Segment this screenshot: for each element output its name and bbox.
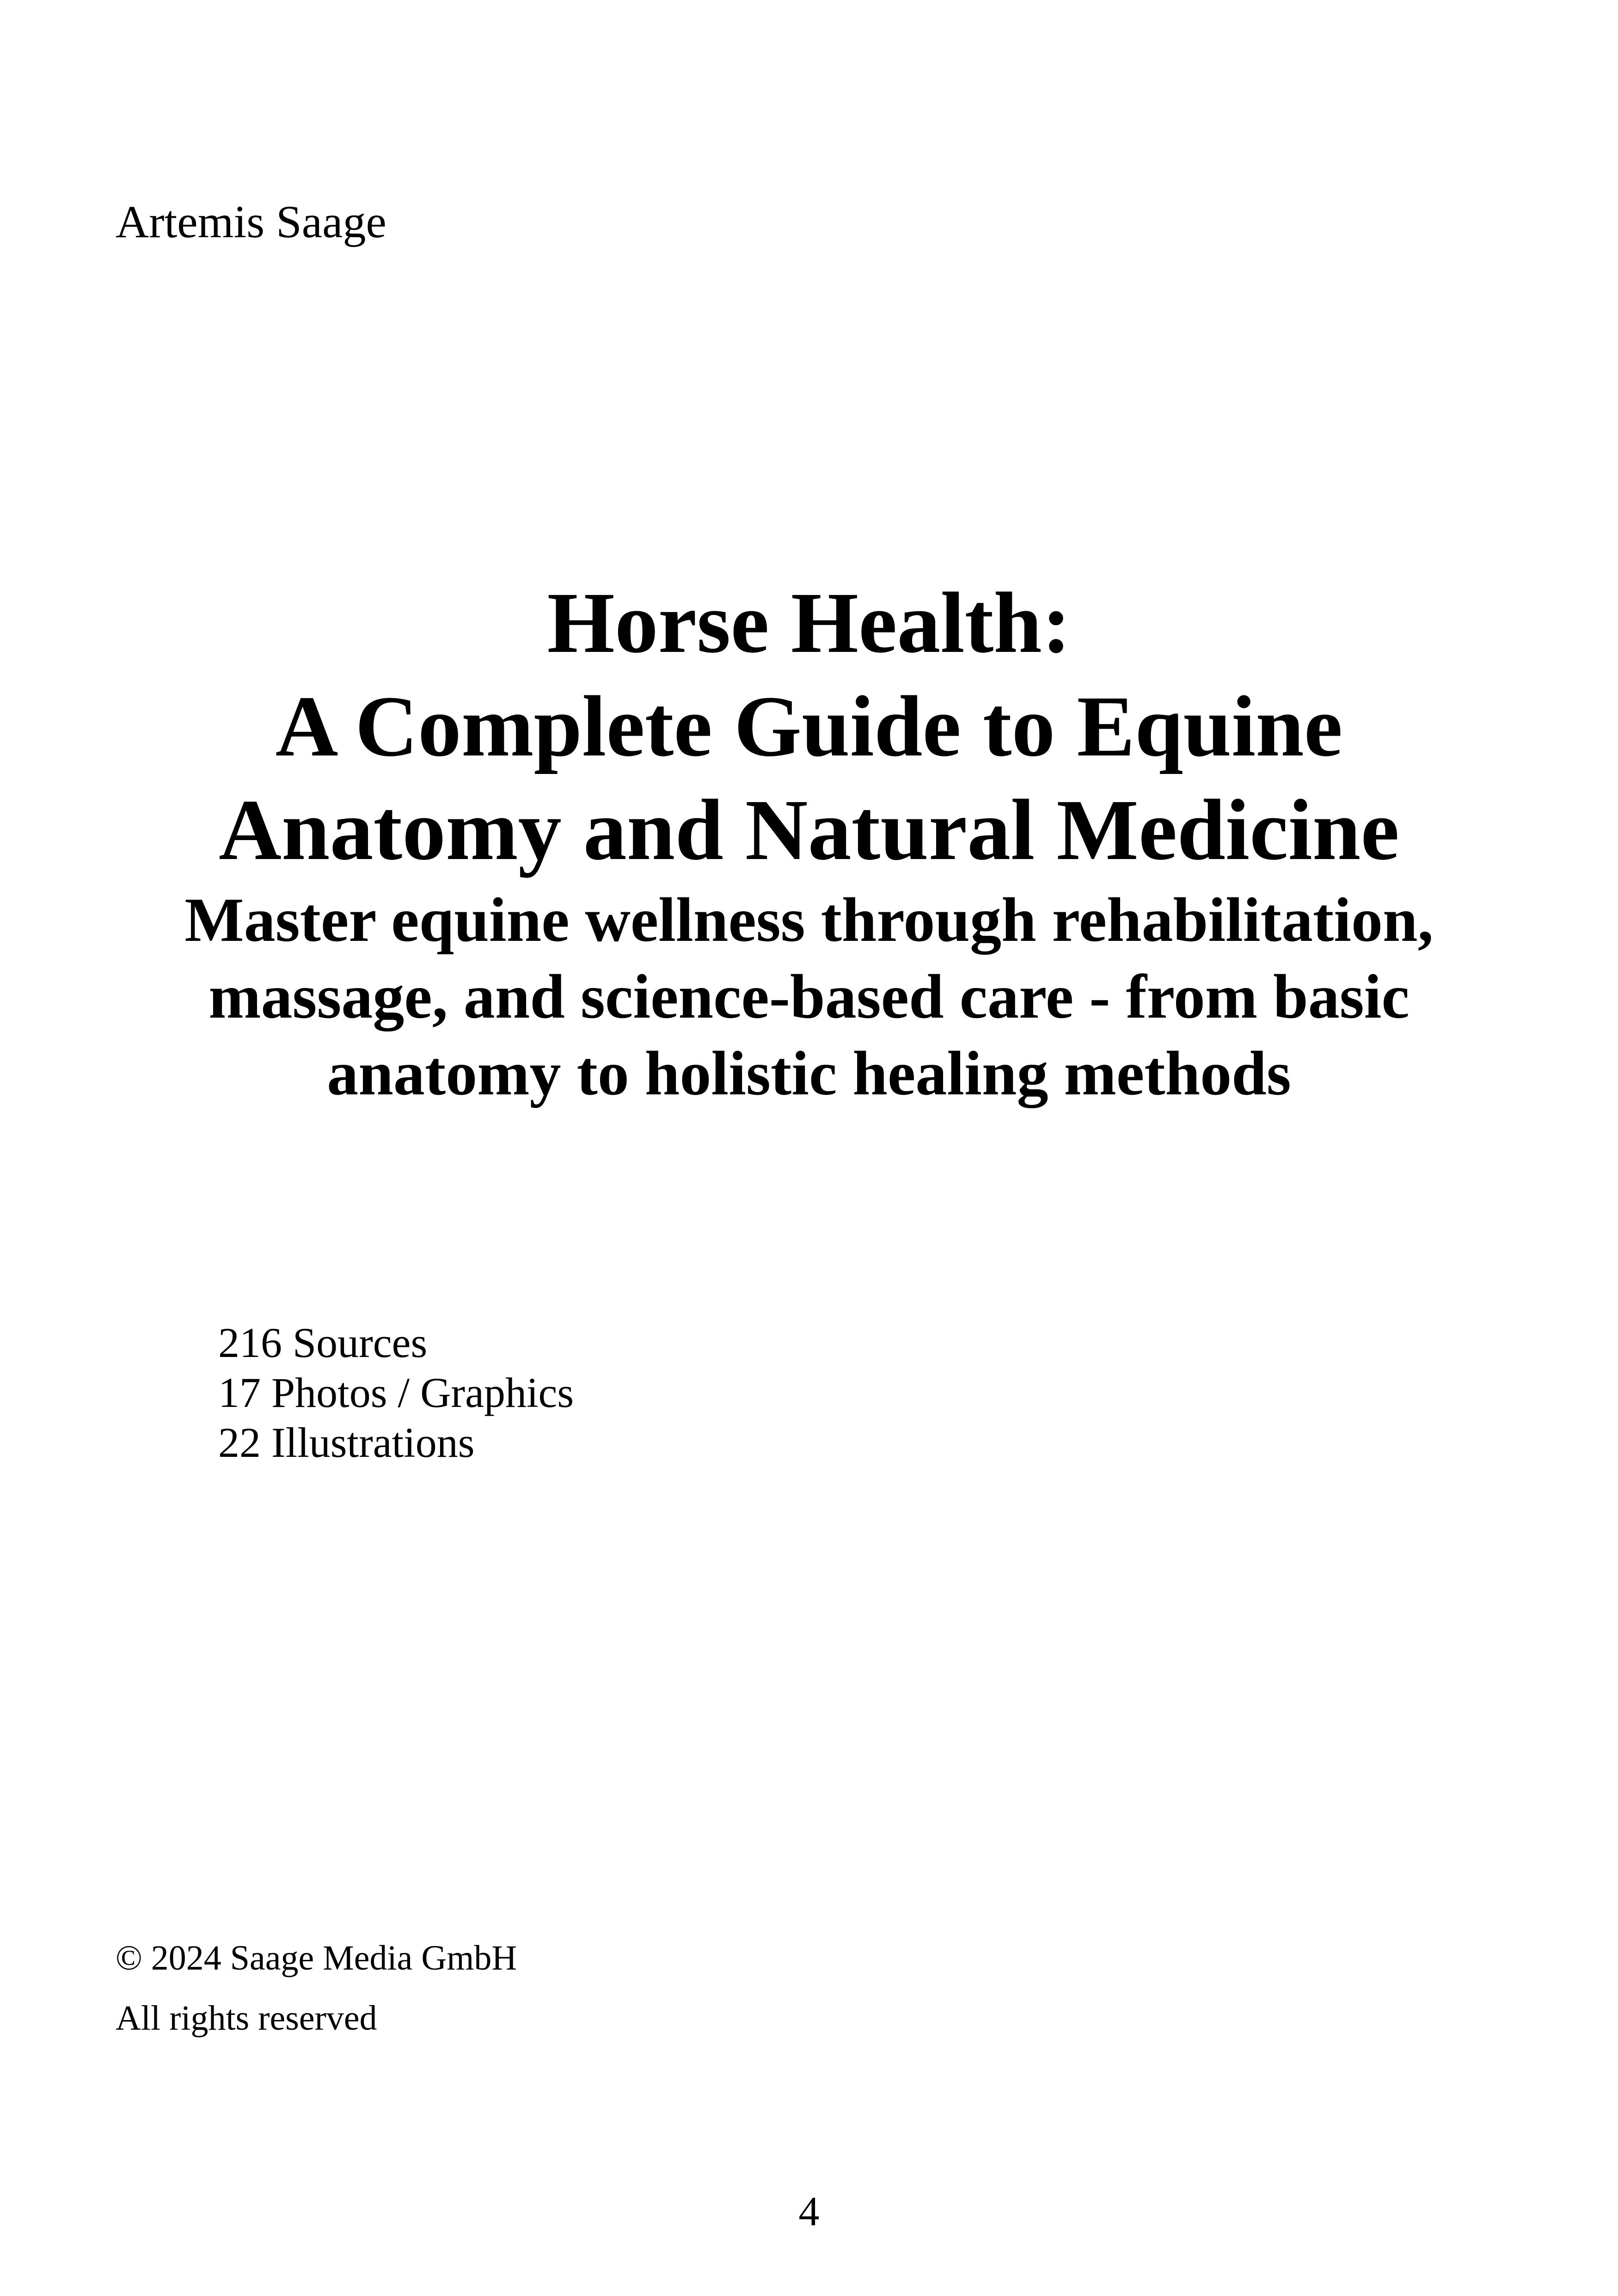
stat-illustrations: 22 Illustrations (218, 1419, 475, 1466)
subtitle-line-3: anatomy to holistic healing methods (327, 1039, 1291, 1108)
copyright-block (116, 1937, 517, 2057)
subtitle-line-1: Master equine wellness through rehabilitation, (184, 885, 1434, 955)
stat-photos-graphics: 17 Photos / Graphics (218, 1369, 574, 1416)
book-title-block (116, 571, 1502, 1112)
subtitle-line-2: massage, and science-based care - from basic (208, 962, 1410, 1031)
page-number: 4 (798, 2189, 820, 2235)
title-line-1: Horse Health: (547, 574, 1071, 671)
title-line-2: A Complete Guide to Equine (275, 678, 1343, 774)
title-line-3: Anatomy and Natural Medicine (219, 781, 1399, 878)
rights-reserved: All rights reserved (116, 1999, 377, 2038)
stat-sources: 216 Sources (218, 1319, 428, 1366)
book-stats (218, 1318, 574, 1467)
author-name: Artemis Saage (116, 196, 386, 247)
copyright-notice: © 2024 Saage Media GmbH (116, 1939, 517, 1977)
